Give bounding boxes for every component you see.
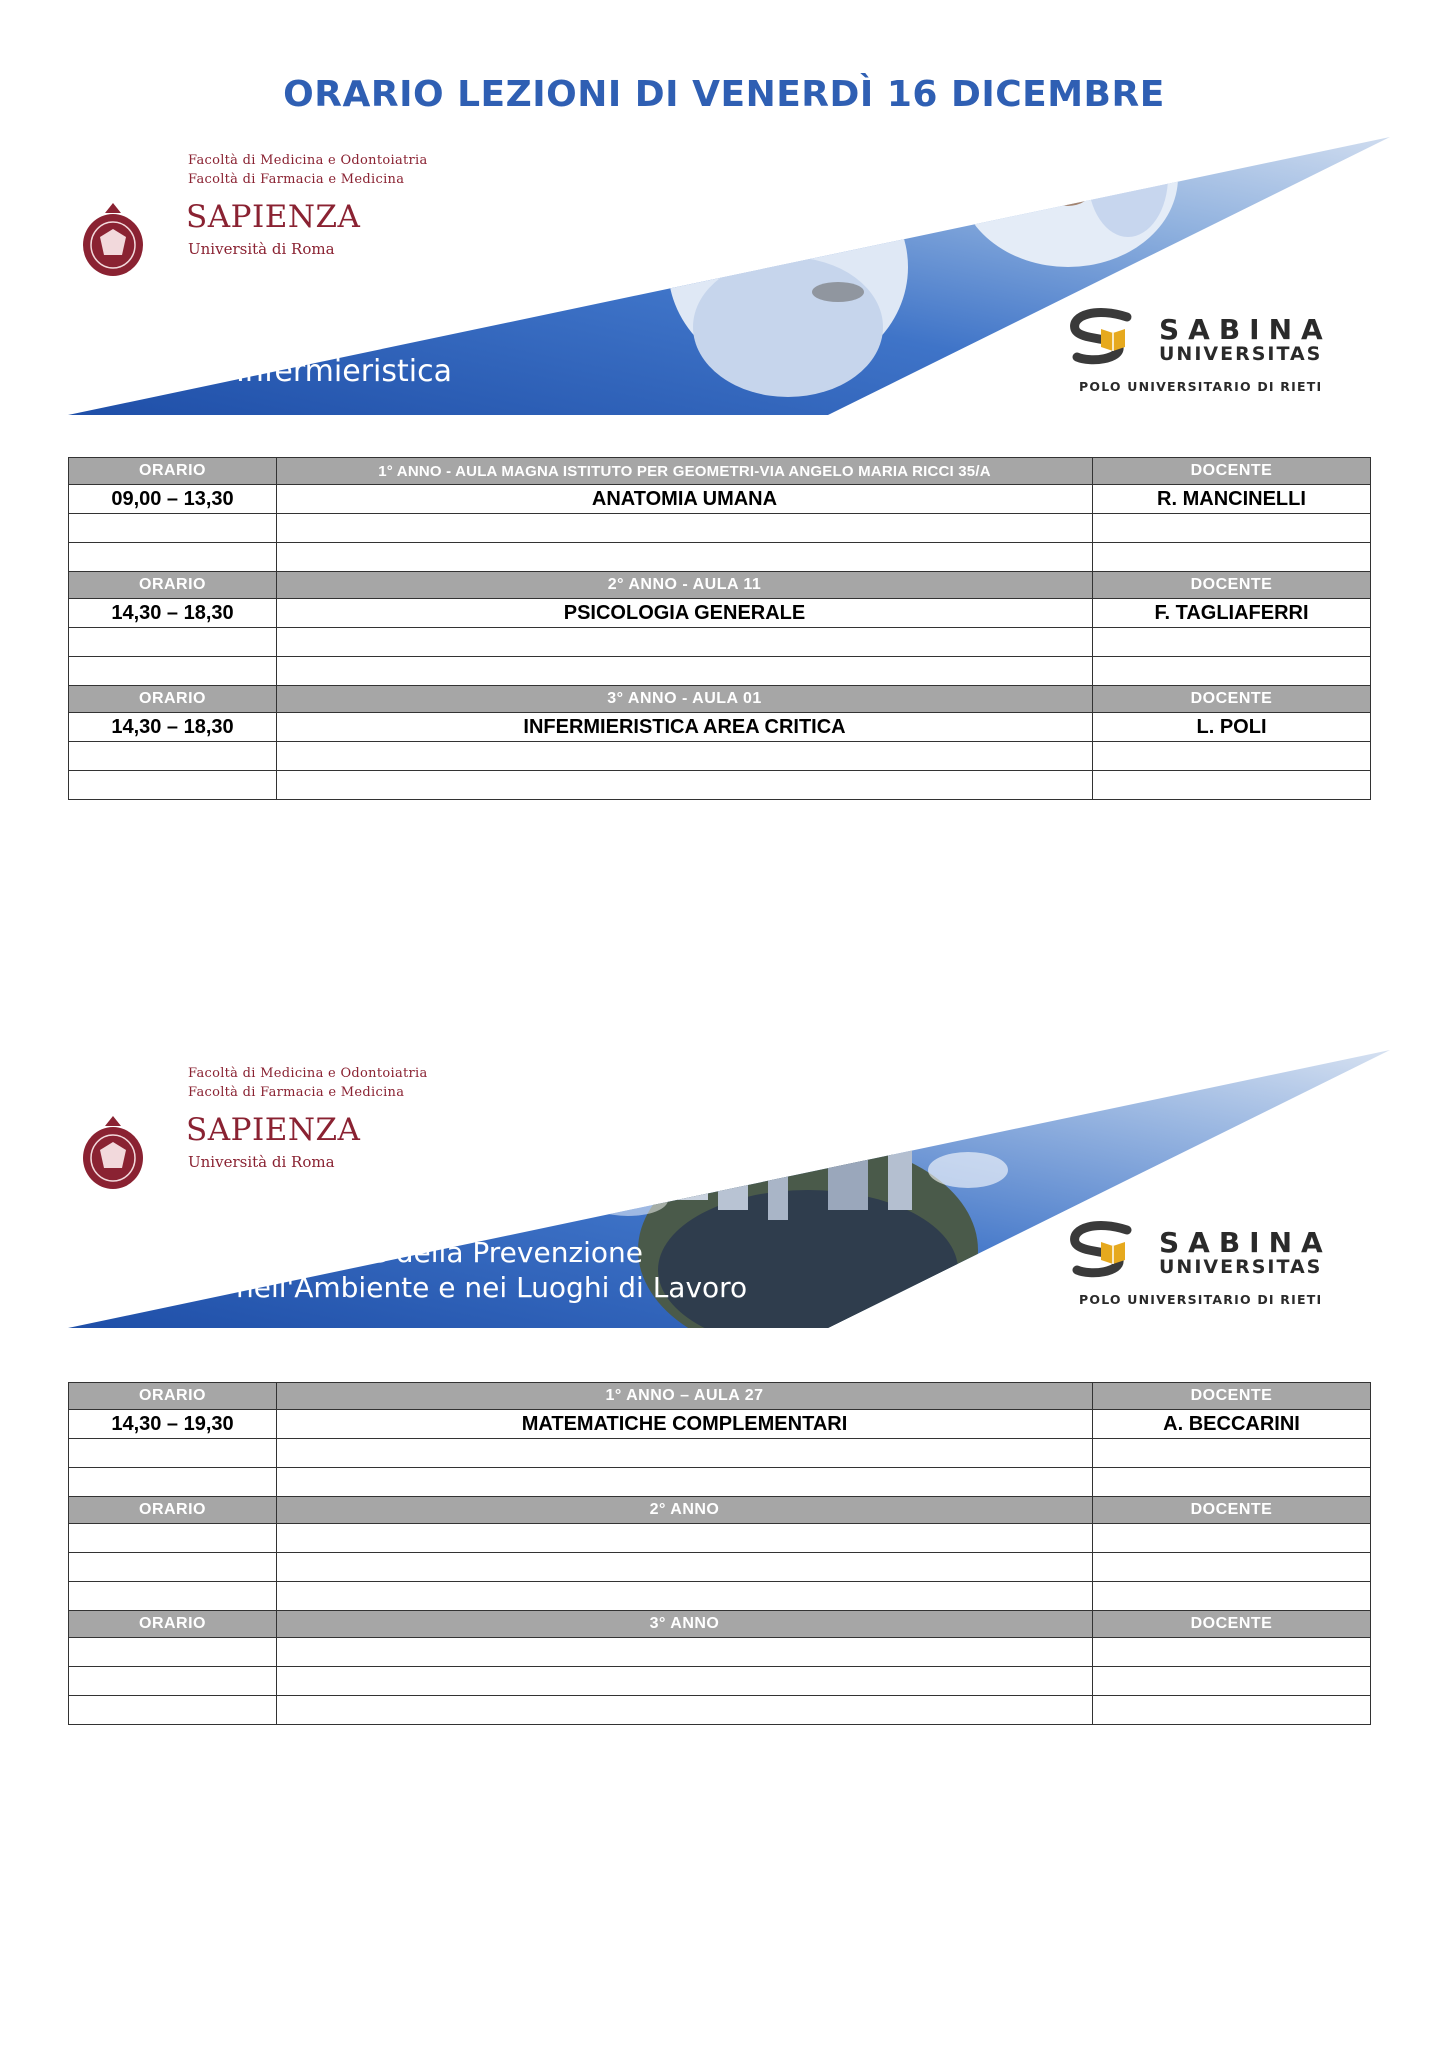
course-name [236, 354, 452, 389]
cell-time [69, 1696, 277, 1725]
header-year-room: 2° ANNO - AULA 11 [277, 572, 1093, 599]
cell-teacher [1093, 1439, 1371, 1468]
header-time: ORARIO [69, 1497, 277, 1524]
cell-teacher [1093, 1667, 1371, 1696]
header-time: ORARIO [69, 1611, 277, 1638]
course-line: nell'Ambiente e nei Luoghi di Lavoro [236, 1271, 748, 1304]
cell-subject [277, 657, 1093, 686]
table-header-row [69, 686, 1371, 713]
header-year-room: 1° ANNO - AULA MAGNA ISTITUTO PER GEOMETRI-VIA ANGELO MARIA RICCI 35/A [277, 458, 1093, 485]
table-header-row [69, 1383, 1371, 1410]
cell-subject: ANATOMIA UMANA [277, 485, 1093, 514]
header-time: ORARIO [69, 686, 277, 713]
cell-time [69, 1667, 277, 1696]
table-row [69, 657, 1371, 686]
cell-subject [277, 628, 1093, 657]
table-row [69, 1638, 1371, 1667]
cell-time: 14,30 – 18,30 [69, 713, 277, 742]
partner-subtitle: UNIVERSITAS [1159, 1256, 1323, 1278]
table-row [69, 742, 1371, 771]
university-subtitle: Università di Roma [188, 1153, 335, 1171]
cell-subject: MATEMATICHE COMPLEMENTARI [277, 1410, 1093, 1439]
cell-subject [277, 1468, 1093, 1497]
cell-time [69, 1582, 277, 1611]
faculty-line: Facoltà di Farmacia e Medicina [188, 1085, 405, 1100]
cell-subject [277, 1696, 1093, 1725]
cell-teacher: R. MANCINELLI [1093, 485, 1371, 514]
cell-teacher [1093, 1553, 1371, 1582]
cell-time [69, 1553, 277, 1582]
sabina-book-icon [1067, 1220, 1151, 1282]
university-subtitle: Università di Roma [188, 240, 335, 258]
schedule-table-nursing [68, 457, 1371, 800]
partner-name: SABINA [1159, 1226, 1332, 1259]
table-row [69, 1468, 1371, 1497]
cell-teacher [1093, 657, 1371, 686]
course-line: Tecniche della Prevenzione [266, 1236, 644, 1269]
header-teacher: DOCENTE [1093, 1497, 1371, 1524]
cell-teacher [1093, 742, 1371, 771]
university-name: SAPIENZA [186, 1112, 361, 1148]
course-name [236, 1235, 747, 1305]
cell-teacher [1093, 628, 1371, 657]
sabina-universitas-logo [1067, 1220, 1367, 1310]
cell-teacher [1093, 1524, 1371, 1553]
cell-teacher: L. POLI [1093, 713, 1371, 742]
header-time: ORARIO [69, 572, 277, 599]
faculty-names [188, 151, 428, 189]
sapienza-seal-icon [82, 201, 144, 277]
cell-time [69, 1638, 277, 1667]
cell-time [69, 1524, 277, 1553]
header-year-room: 1° ANNO – AULA 27 [277, 1383, 1093, 1410]
cell-time [69, 771, 277, 800]
page-title: ORARIO LEZIONI DI VENERDÌ 16 DICEMBRE [283, 74, 1165, 115]
table-row [69, 599, 1371, 628]
partner-subtitle: UNIVERSITAS [1159, 343, 1323, 365]
table-row [69, 1582, 1371, 1611]
cell-time [69, 514, 277, 543]
header-time: ORARIO [69, 1383, 277, 1410]
sapienza-logo [82, 151, 502, 301]
sabina-book-icon [1067, 307, 1151, 369]
faculty-line: Facoltà di Medicina e Odontoiatria [188, 1066, 428, 1081]
table-header-row [69, 458, 1371, 485]
cell-teacher [1093, 514, 1371, 543]
cell-teacher [1093, 1468, 1371, 1497]
header-teacher: DOCENTE [1093, 572, 1371, 599]
cell-teacher [1093, 1638, 1371, 1667]
cell-time [69, 628, 277, 657]
header-teacher: DOCENTE [1093, 686, 1371, 713]
cell-subject: INFERMIERISTICA AREA CRITICA [277, 713, 1093, 742]
sapienza-logo [82, 1064, 502, 1214]
cell-subject [277, 1638, 1093, 1667]
table-row [69, 543, 1371, 572]
header-year-room: 3° ANNO [277, 1611, 1093, 1638]
cell-subject [277, 742, 1093, 771]
sapienza-seal-icon [82, 1114, 144, 1190]
table-row [69, 1410, 1371, 1439]
cell-time [69, 657, 277, 686]
header-year-room: 3° ANNO - AULA 01 [277, 686, 1093, 713]
schedule-table-prevention [68, 1382, 1371, 1725]
header-teacher: DOCENTE [1093, 1611, 1371, 1638]
university-name: SAPIENZA [186, 199, 361, 235]
course-banner-nursing [68, 137, 1390, 415]
cell-teacher [1093, 543, 1371, 572]
cell-subject [277, 1582, 1093, 1611]
course-banner-prevention [68, 1050, 1390, 1328]
cell-teacher [1093, 771, 1371, 800]
table-header-row [69, 1497, 1371, 1524]
cell-subject [277, 543, 1093, 572]
table-header-row [69, 1611, 1371, 1638]
cell-subject [277, 1524, 1093, 1553]
sabina-universitas-logo [1067, 307, 1367, 397]
partner-tagline: POLO UNIVERSITARIO DI RIETI [1079, 379, 1323, 394]
faculty-names [188, 1064, 428, 1102]
cell-time [69, 1439, 277, 1468]
header-time: ORARIO [69, 458, 277, 485]
table-row [69, 628, 1371, 657]
header-teacher: DOCENTE [1093, 1383, 1371, 1410]
cell-time [69, 1468, 277, 1497]
table-header-row [69, 572, 1371, 599]
faculty-line: Facoltà di Medicina e Odontoiatria [188, 153, 428, 168]
table-row [69, 1553, 1371, 1582]
partner-tagline: POLO UNIVERSITARIO DI RIETI [1079, 1292, 1323, 1307]
cell-teacher: F. TAGLIAFERRI [1093, 599, 1371, 628]
cell-teacher [1093, 1696, 1371, 1725]
cell-time: 14,30 – 18,30 [69, 599, 277, 628]
faculty-line: Facoltà di Farmacia e Medicina [188, 172, 405, 187]
cell-time: 09,00 – 13,30 [69, 485, 277, 514]
table-row [69, 485, 1371, 514]
table-row [69, 713, 1371, 742]
cell-subject [277, 514, 1093, 543]
cell-teacher: A. BECCARINI [1093, 1410, 1371, 1439]
table-row [69, 1667, 1371, 1696]
cell-time [69, 543, 277, 572]
table-row [69, 514, 1371, 543]
cell-subject [277, 1439, 1093, 1468]
cell-time [69, 742, 277, 771]
cell-subject [277, 1667, 1093, 1696]
cell-subject [277, 1553, 1093, 1582]
cell-teacher [1093, 1582, 1371, 1611]
cell-time: 14,30 – 19,30 [69, 1410, 277, 1439]
table-row [69, 1524, 1371, 1553]
table-row [69, 1439, 1371, 1468]
header-teacher: DOCENTE [1093, 458, 1371, 485]
cell-subject [277, 771, 1093, 800]
course-line: Infermieristica [236, 354, 452, 389]
table-row [69, 1696, 1371, 1725]
cell-subject: PSICOLOGIA GENERALE [277, 599, 1093, 628]
header-year-room: 2° ANNO [277, 1497, 1093, 1524]
partner-name: SABINA [1159, 313, 1332, 346]
table-row [69, 771, 1371, 800]
